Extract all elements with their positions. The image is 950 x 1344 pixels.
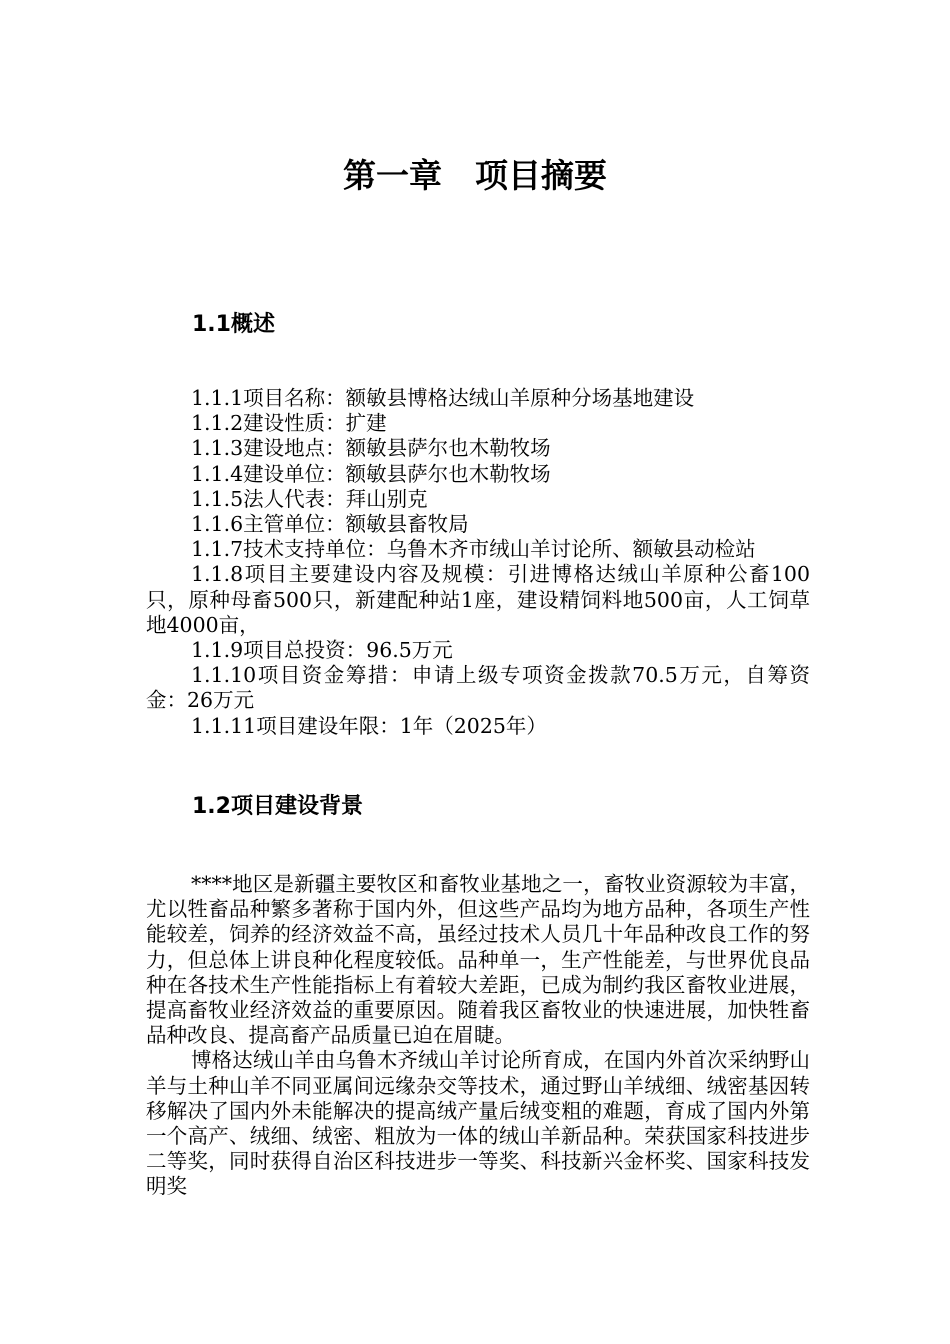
background-paragraph: ****地区是新疆主要牧区和畜牧业基地之一，畜牧业资源较为丰富，尤以牲畜品种繁多著称于国内外，但这些产品均为地方品种，各项生产性能较差，饲养的经济效益不高，虽经过技术人员几十年品种改良工作的努力，但总体上讲良种化程度较低。品种单一，生产性能差，与世界优良品种在各技术生产性能指标上有着较大差距，已成为制约我区畜牧业进展，提高畜牧业经济效益的重要原因。随着我区畜牧业的快速进展，加快牲畜品种改良、提高畜产品质量已迫在眉睫。	[146, 872, 810, 1048]
overview-item: 1.1.4建设单位：额敏县萨尔也木勒牧场	[191, 461, 551, 486]
overview-item: 1.1.7技术支持单位：乌鲁木齐市绒山羊讨论所、额敏县动检站	[191, 537, 756, 562]
section-heading-background: 1.2项目建设背景	[192, 794, 363, 819]
overview-item: 1.1.8项目主要建设内容及规模：引进博格达绒山羊原种公畜100只，原种母畜500只，新建配种站1座，建设精饲料地500亩，人工饲草地4000亩，	[146, 562, 810, 637]
overview-item: 1.1.11项目建设年限：1年（2025年）	[191, 713, 547, 738]
background-paragraph: 博格达绒山羊由乌鲁木齐绒山羊讨论所育成，在国内外首次采纳野山羊与土种山羊不同亚属间远缘杂交等技术，通过野山羊绒细、绒密基因转移解决了国内外未能解决的提高绒产量后绒变粗的难题，育成了国内外第一个高产、绒细、绒密、粗放为一体的绒山羊新品种。荣获国家科技进步二等奖，同时获得自治区科技进步一等奖、科技新兴金杯奖、国家科技发明奖	[146, 1048, 810, 1199]
overview-item: 1.1.2建设性质：扩建	[191, 411, 387, 436]
background-text	[146, 872, 810, 1200]
overview-item: 1.1.1项目名称：额敏县博格达绒山羊原种分场基地建设	[191, 386, 695, 410]
overview-item: 1.1.5法人代表：拜山别克	[191, 486, 428, 511]
overview-item: 1.1.10项目资金筹措：申请上级专项资金拨款70.5万元，自筹资金：26万元	[146, 663, 810, 713]
overview-item: 1.1.3建设地点：额敏县萨尔也木勒牧场	[191, 436, 551, 461]
overview-item-list	[146, 386, 810, 739]
overview-item: 1.1.6主管单位：额敏县畜牧局	[191, 512, 469, 537]
section-heading-overview: 1.1概述	[192, 312, 275, 337]
overview-item: 1.1.9项目总投资：96.5万元	[191, 638, 453, 663]
chapter-title: 第一章 项目摘要	[343, 156, 607, 195]
